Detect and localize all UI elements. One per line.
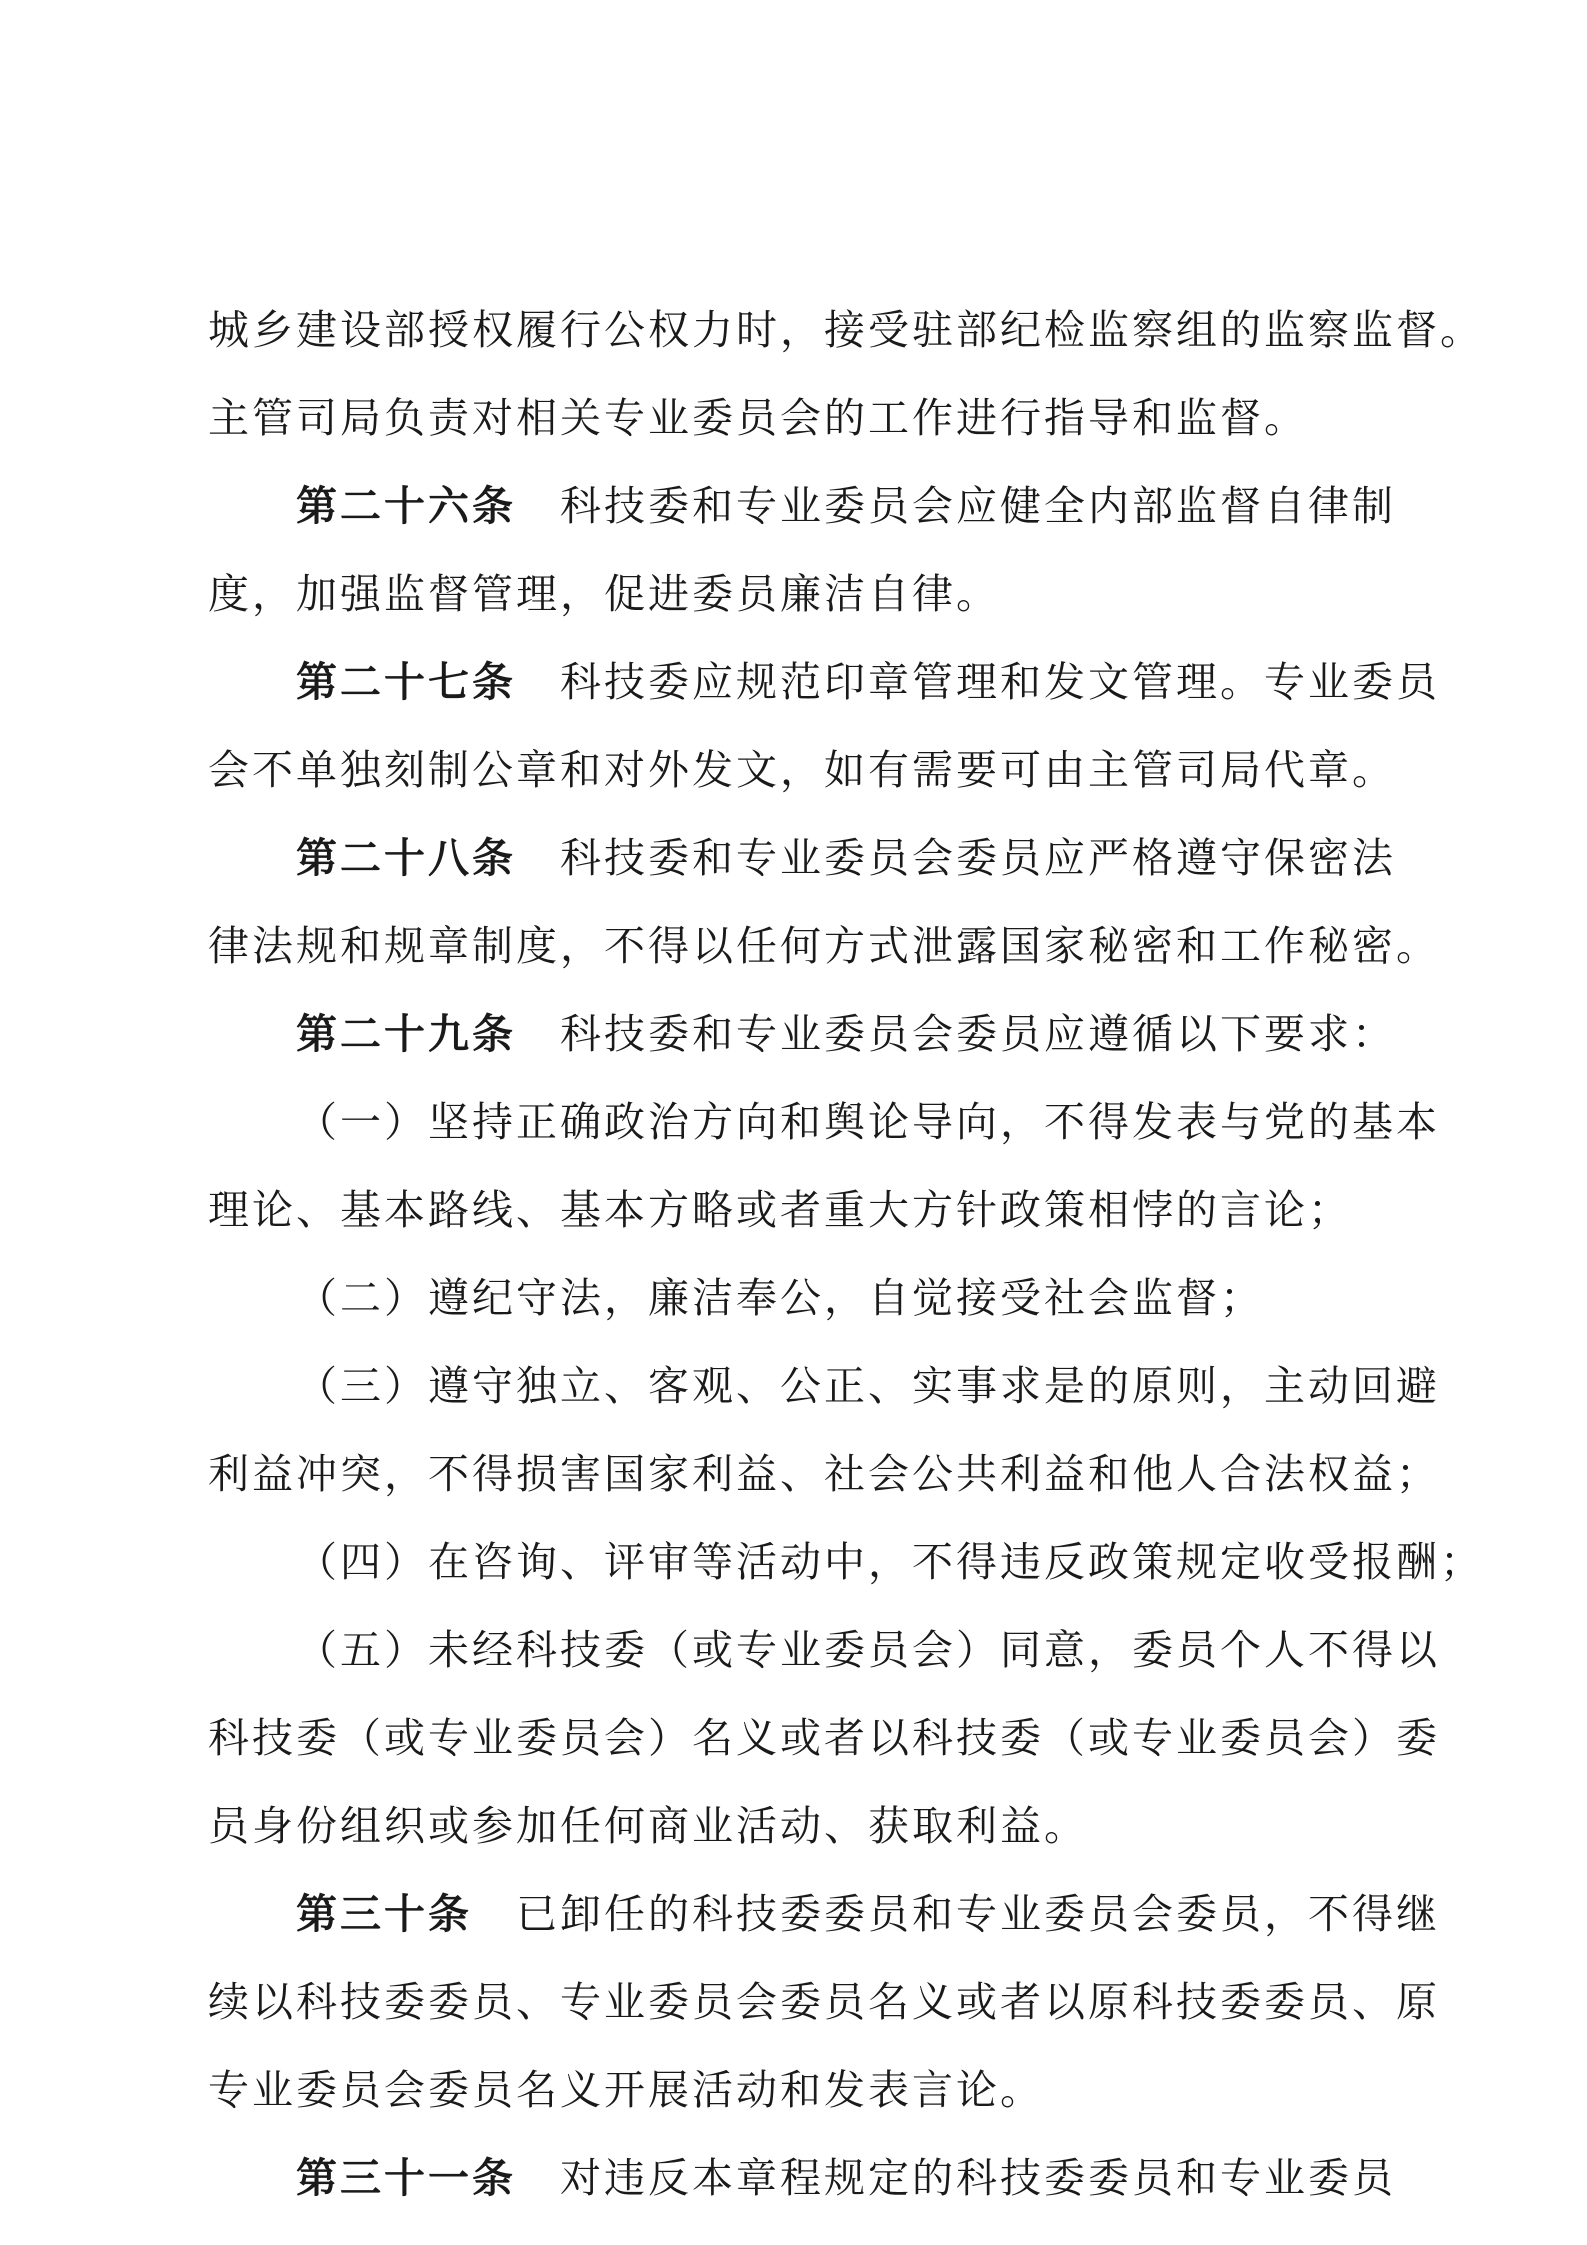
list-item-line bbox=[208, 1342, 1440, 1430]
line-text: （三）遵守独立、客观、公正、实事求是的原则，主动回避 bbox=[296, 1362, 1440, 1410]
text-line bbox=[208, 286, 1484, 374]
list-item-line bbox=[208, 1078, 1440, 1166]
article-number: 第三十一条 bbox=[296, 2154, 516, 2202]
text-line bbox=[208, 1430, 1440, 1518]
article-line bbox=[208, 2134, 1396, 2222]
article-line bbox=[208, 814, 1396, 902]
text-line bbox=[208, 374, 1388, 462]
line-text: 续以科技委委员、专业委员会委员名义或者以原科技委委员、原 bbox=[208, 1978, 1440, 2026]
line-text: 科技委和专业委员会委员应遵循以下要求： bbox=[560, 1010, 1396, 1058]
line-text: 已卸任的科技委委员和专业委员会委员，不得继 bbox=[516, 1890, 1440, 1938]
document-body bbox=[208, 286, 1484, 2222]
line-text: （二）遵纪守法，廉洁奉公，自觉接受社会监督； bbox=[296, 1274, 1264, 1322]
line-text: 度，加强监督管理，促进委员廉洁自律。 bbox=[208, 570, 1000, 618]
text-line bbox=[208, 550, 1388, 638]
article-number: 第二十六条 bbox=[296, 482, 516, 530]
line-text: 城乡建设部授权履行公权力时，接受驻部纪检监察组的监察监督。 bbox=[208, 306, 1484, 354]
line-text: 对违反本章程规定的科技委委员和专业委员 bbox=[560, 2154, 1396, 2202]
article-line bbox=[208, 638, 1440, 726]
line-text: 主管司局负责对相关专业委员会的工作进行指导和监督。 bbox=[208, 394, 1308, 442]
line-text: 利益冲突，不得损害国家利益、社会公共利益和他人合法权益； bbox=[208, 1450, 1440, 1498]
text-line bbox=[208, 2046, 1388, 2134]
line-text: 科技委应规范印章管理和发文管理。专业委员 bbox=[560, 658, 1440, 706]
text-line bbox=[208, 726, 1396, 814]
text-line bbox=[208, 902, 1440, 990]
line-text: 律法规和规章制度，不得以任何方式泄露国家秘密和工作秘密。 bbox=[208, 922, 1440, 970]
line-text: （五）未经科技委（或专业委员会）同意，委员个人不得以 bbox=[296, 1626, 1440, 1674]
line-text: （一）坚持正确政治方向和舆论导向，不得发表与党的基本 bbox=[296, 1098, 1440, 1146]
article-line bbox=[208, 462, 1396, 550]
line-text: 科技委（或专业委员会）名义或者以科技委（或专业委员会）委 bbox=[208, 1714, 1440, 1762]
text-line bbox=[208, 1958, 1440, 2046]
article-number: 第三十条 bbox=[296, 1890, 472, 1938]
line-text: 理论、基本路线、基本方略或者重大方针政策相悖的言论； bbox=[208, 1186, 1352, 1234]
line-text: 员身份组织或参加任何商业活动、获取利益。 bbox=[208, 1802, 1088, 1850]
list-item-line bbox=[208, 1606, 1440, 1694]
text-line bbox=[208, 1782, 1388, 1870]
line-text: （四）在咨询、评审等活动中，不得违反政策规定收受报酬； bbox=[296, 1538, 1484, 1586]
line-text: 科技委和专业委员会应健全内部监督自律制 bbox=[560, 482, 1396, 530]
line-text: 会不单独刻制公章和对外发文，如有需要可由主管司局代章。 bbox=[208, 746, 1396, 794]
article-line bbox=[208, 1870, 1440, 1958]
text-line bbox=[208, 1694, 1440, 1782]
list-item-line bbox=[208, 1254, 1388, 1342]
article-number: 第二十七条 bbox=[296, 658, 516, 706]
line-text: 专业委员会委员名义开展活动和发表言论。 bbox=[208, 2066, 1044, 2114]
text-line bbox=[208, 1166, 1388, 1254]
article-number: 第二十八条 bbox=[296, 834, 516, 882]
line-text: 科技委和专业委员会委员应严格遵守保密法 bbox=[560, 834, 1396, 882]
article-line bbox=[208, 990, 1396, 1078]
list-item-line bbox=[208, 1518, 1484, 1606]
article-number: 第二十九条 bbox=[296, 1010, 516, 1058]
